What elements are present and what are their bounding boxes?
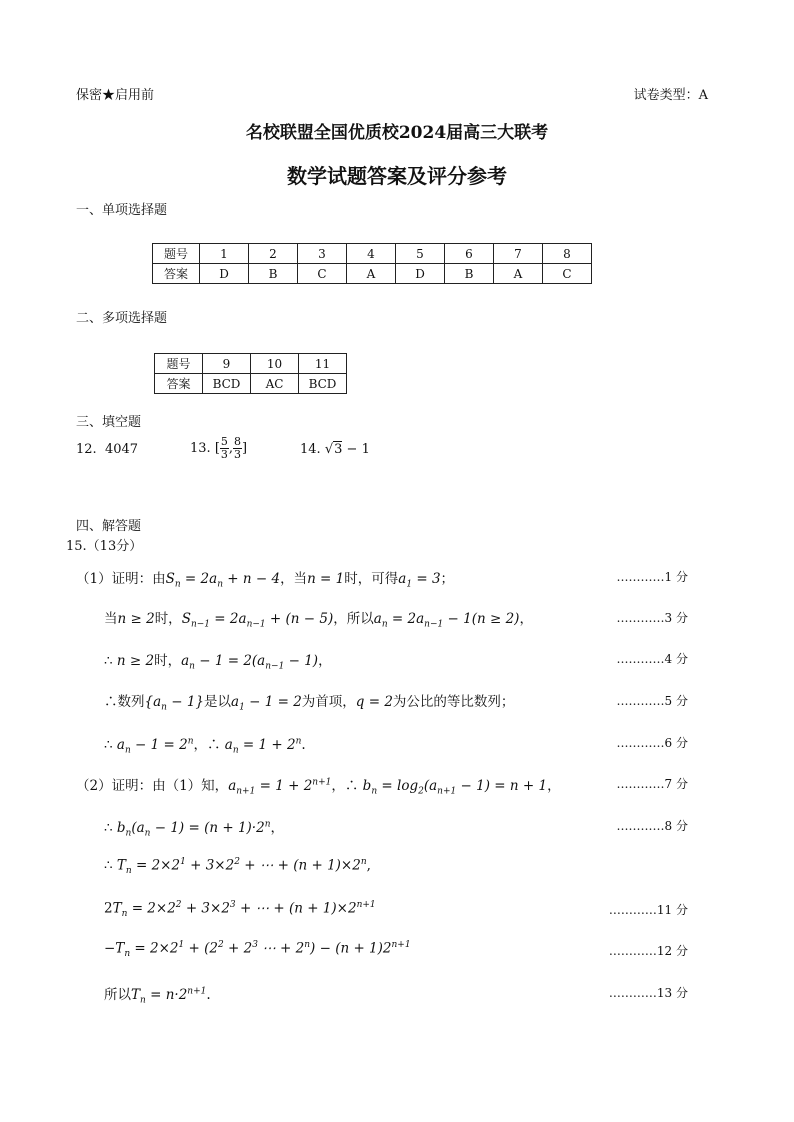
table-cell: 8 [543, 244, 592, 264]
table-cell: 10 [251, 354, 299, 374]
table-row [155, 374, 347, 394]
q14-answer: 14. √3 − 1 [300, 442, 370, 457]
score-7: …………8 分 [616, 819, 688, 833]
multi-choice-table [154, 353, 347, 394]
paper-type-label: 试卷类型：A [633, 88, 708, 103]
answer-title: 数学试题答案及评分参考 [287, 164, 507, 188]
section2-heading: 二、多项选择题 [76, 311, 168, 326]
table-cell: 3 [298, 244, 347, 264]
score-3: …………4 分 [616, 652, 688, 666]
solution-line-1: （1）证明：由$S_n = 2a_n + n - 4$，当n = 1时，可得$a_1 = 3$； [76, 571, 455, 590]
q14-number: 14. [300, 442, 321, 457]
section4-heading: 四、解答题 [76, 519, 142, 534]
score-6: …………7 分 [616, 777, 688, 791]
table-cell: BCD [299, 374, 347, 394]
solution-line-10: $-T_n = 2\times 2^1 + (2^2 + 2^3$ ⋯ + $2^n) - (n + 1)2^{n+1}$ [104, 940, 411, 960]
table-cell: 1 [200, 244, 249, 264]
table-cell: C [298, 264, 347, 284]
q12-answer [76, 442, 138, 457]
table-cell: C [543, 264, 592, 284]
section1-heading: 一、单项选择题 [76, 203, 168, 218]
table-cell: 2 [249, 244, 298, 264]
row-label: 题号 [153, 244, 200, 264]
table-cell: 11 [299, 354, 347, 374]
solution-line-11: 所以$T_n = n\cdot 2^{n+1}$. [104, 986, 211, 1006]
table-cell: D [396, 264, 445, 284]
row-label: 答案 [153, 264, 200, 284]
table-cell: D [200, 264, 249, 284]
row-label: 题号 [155, 354, 203, 374]
table-cell: 5 [396, 244, 445, 264]
table-cell: A [347, 264, 396, 284]
solution-line-5: ∴ $a_n - 1 = 2^n$，∴ $a_n = 1 + 2^n$. [104, 736, 306, 756]
table-cell: 7 [494, 244, 543, 264]
q12-number: 12. [76, 442, 97, 457]
score-8: …………11 分 [608, 903, 688, 917]
table-cell: A [494, 264, 543, 284]
score-2: …………3 分 [616, 611, 688, 625]
score-5: …………6 分 [616, 736, 688, 750]
table-row [153, 264, 592, 284]
score-10: …………13 分 [608, 986, 688, 1000]
q15-title: 15.（13分） [66, 539, 143, 554]
section3-heading: 三、填空题 [76, 415, 142, 430]
q12-value: 4047 [104, 442, 139, 457]
table-cell: 6 [445, 244, 494, 264]
table-cell: 4 [347, 244, 396, 264]
score-1: …………1 分 [616, 570, 688, 584]
score-9: …………12 分 [608, 944, 688, 958]
table-cell: B [249, 264, 298, 284]
solution-line-4: ∴数列$\{a_n - 1\}$是以$a_1 - 1 = 2$为首项，q = 2为公比的等比数列； [104, 694, 515, 713]
solution-line-6: （2）证明：由（1）知，$a_{n+1} = 1 + 2^{n+1}$，∴ $b_n = \log_2(a_{n+1} - 1) = n + 1$， [76, 777, 561, 797]
single-choice-table [152, 243, 592, 284]
solution-line-7: ∴ $b_n(a_n - 1) = (n + 1)\cdot 2^n$， [104, 819, 284, 839]
score-4: …………5 分 [616, 694, 688, 708]
table-row [153, 244, 592, 264]
solution-line-8: ∴ $T_n = 2\times 2^1 + 3\times 2^2$ + ⋯ + $(n + 1)\times 2^n$, [104, 857, 371, 877]
table-cell: B [445, 264, 494, 284]
solution-line-9: $2T_n = 2\times 2^2 + 3\times 2^3$ + ⋯ + $(n + 1)\times 2^{n+1}$ [104, 900, 376, 920]
confidential-label: 保密★启用前 [76, 88, 155, 103]
q13-number: 13. [190, 441, 211, 456]
row-label: 答案 [155, 374, 203, 394]
table-row [155, 354, 347, 374]
exam-title: 名校联盟全国优质校2024届高三大联考 [245, 123, 549, 143]
solution-line-3: ∴ n ≥ 2时，$a_n - 1 = 2(a_{n-1} - 1)$， [104, 653, 332, 672]
table-cell: 9 [203, 354, 251, 374]
table-cell: BCD [203, 374, 251, 394]
q13-answer: 13. [ $\frac{5}{3}$ , $\frac{8}{3}$ ] [190, 435, 248, 461]
solution-line-2: 当n ≥ 2时，$S_{n-1} = 2a_{n-1} + (n - 5)$，所以$a_n = 2a_{n-1} - 1(n \ge 2)$， [104, 611, 533, 630]
table-cell: AC [251, 374, 299, 394]
